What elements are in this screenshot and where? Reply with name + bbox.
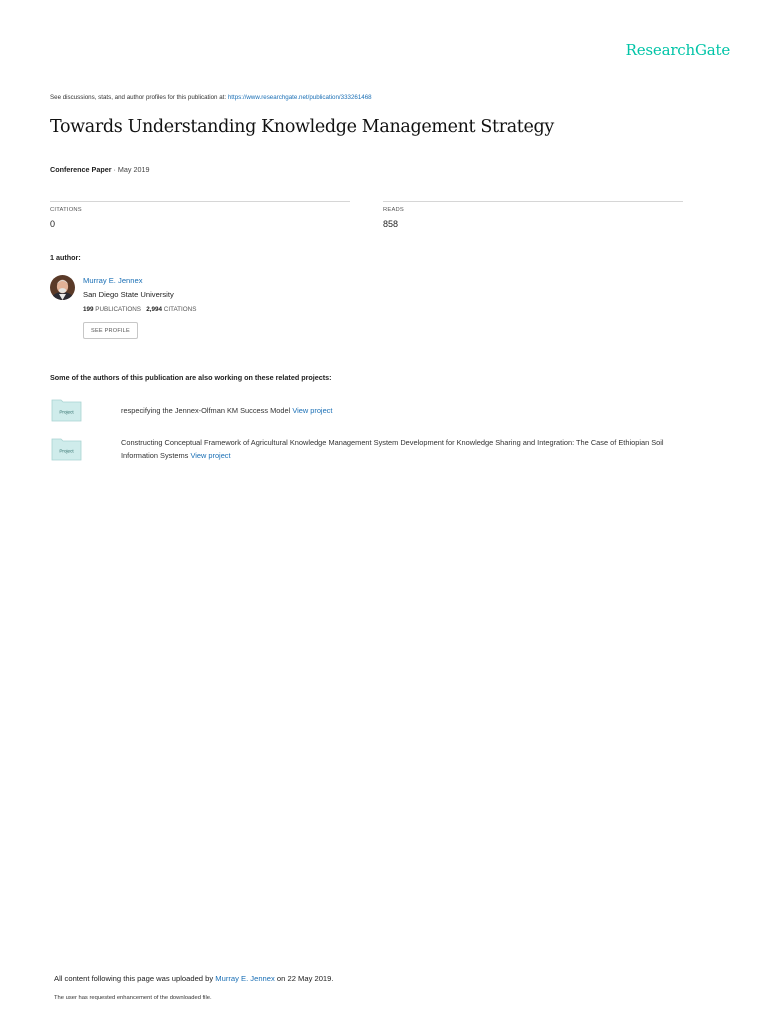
upload-prefix: All content following this page was uploaded by: [54, 974, 214, 983]
related-project-item: [121, 436, 701, 462]
authors-heading: 1 author:: [50, 253, 81, 262]
enhancement-note: The user has requested enhancement of the downloaded file.: [54, 995, 212, 1001]
project-title: Constructing Conceptual Framework of Agricultural Knowledge Management System Development for Knowledge Sharing and Integration: The Case of Ethiopian Soil Information Systems: [121, 438, 664, 460]
related-projects-heading: Some of the authors of this publication are also working on these related projects:: [50, 373, 332, 382]
author-citations-label: CITATIONS: [163, 306, 197, 313]
publication-meta: [50, 165, 149, 174]
reads-divider: [383, 201, 683, 202]
author-affiliation: San Diego State University: [83, 290, 174, 299]
researchgate-logo[interactable]: ResearchGate: [625, 41, 730, 59]
author-stats: [83, 306, 196, 313]
project-icon-label: Project: [59, 409, 74, 415]
meta-separator: ·: [111, 165, 118, 174]
discussion-line: [50, 94, 372, 101]
publication-title: Towards Understanding Knowledge Management Strategy: [50, 117, 554, 137]
author-avatar[interactable]: [50, 275, 75, 300]
project-folder-icon: [51, 437, 82, 459]
upload-suffix: on 22 May 2019.: [276, 974, 334, 983]
publication-date: May 2019: [117, 165, 150, 174]
project-folder-icon: [51, 398, 82, 420]
related-project-item: [121, 404, 701, 417]
avatar-image: [50, 275, 75, 300]
project-title: respecifying the Jennex-Olfman KM Success Model: [121, 406, 291, 415]
uploader-link[interactable]: Murray E. Jennex: [215, 974, 275, 983]
see-profile-button[interactable]: SEE PROFILE: [83, 322, 138, 339]
citations-value: 0: [50, 219, 56, 229]
reads-value: 858: [383, 219, 399, 229]
view-project-link[interactable]: View project: [292, 406, 333, 415]
author-name-link[interactable]: Murray E. Jennex: [83, 276, 143, 285]
discussion-prefix: See discussions, stats, and author profiles for this publication at:: [50, 94, 227, 101]
citations-label: CITATIONS: [50, 207, 82, 213]
view-project-link[interactable]: View project: [190, 451, 231, 460]
reads-label: READS: [383, 207, 404, 213]
publication-url-link[interactable]: https://www.researchgate.net/publication/333261468: [227, 94, 372, 101]
author-publications-label: PUBLICATIONS: [95, 306, 141, 313]
author-publications-count: 199: [83, 306, 94, 313]
publication-type: Conference Paper: [50, 165, 112, 174]
project-icon-label: Project: [59, 448, 74, 454]
citations-divider: [50, 201, 350, 202]
upload-notice: [54, 974, 334, 983]
author-citations-count: 2,994: [146, 306, 163, 313]
